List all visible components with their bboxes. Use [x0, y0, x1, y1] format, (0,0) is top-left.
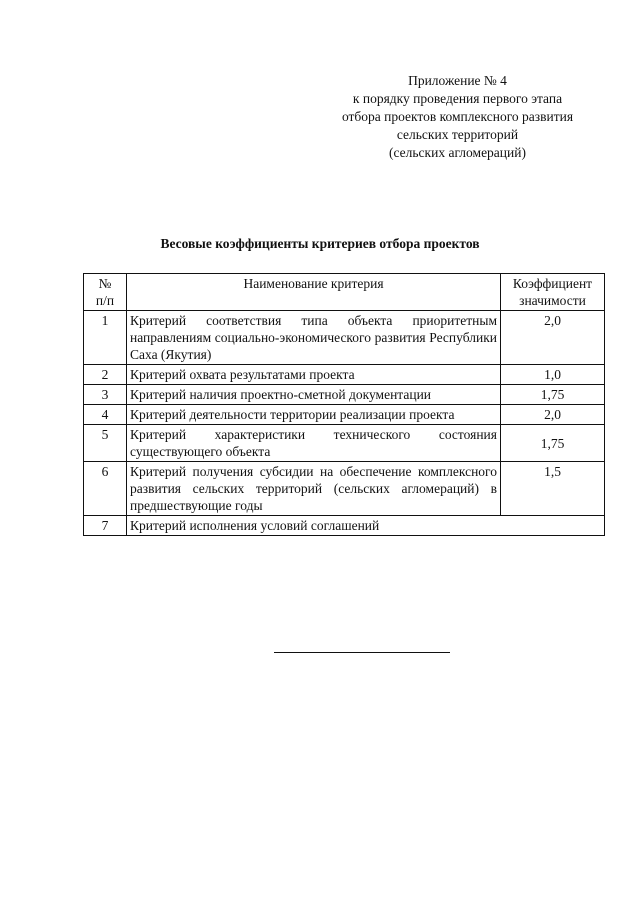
appendix-line: отбора проектов комплексного развития — [341, 109, 574, 124]
row-criterion: Критерий характеристики технического состояния существующего объекта — [127, 425, 501, 462]
row-number: 4 — [84, 405, 127, 425]
header-number-line1: № — [98, 276, 112, 291]
row-coefficient: 1,0 — [501, 365, 605, 385]
document-title: Весовые коэффициенты критериев отбора проектов — [160, 236, 480, 251]
row-coefficient: 1,75 — [501, 425, 605, 462]
row-number: 5 — [84, 425, 127, 462]
row-coefficient: 2,0 — [501, 405, 605, 425]
closing-line — [274, 652, 450, 653]
row-number: 3 — [84, 385, 127, 405]
table-header-row — [84, 274, 605, 311]
row-coefficient: 1,5 — [501, 462, 605, 516]
criteria-table — [83, 273, 605, 536]
table-row — [84, 405, 605, 425]
table-row — [84, 311, 605, 365]
row-number: 1 — [84, 311, 127, 365]
header-coefficient-line2: значимости — [519, 293, 586, 308]
table-row — [84, 425, 605, 462]
table-row — [84, 516, 605, 536]
row-criterion: Критерий наличия проектно-сметной документации — [127, 385, 501, 405]
table-row — [84, 385, 605, 405]
appendix-line: к порядку проведения первого этапа — [352, 91, 563, 106]
appendix-line: сельских территорий — [396, 127, 519, 142]
header-coefficient — [501, 274, 605, 311]
table-row — [84, 462, 605, 516]
table-row — [84, 365, 605, 385]
header-number-line2: п/п — [95, 293, 115, 308]
appendix-line: (сельских агломераций) — [389, 145, 526, 160]
row-number: 2 — [84, 365, 127, 385]
row-criterion: Критерий соответствия типа объекта приоритетным направлениям социально-экономического развития Республики Саха (Якутия) — [127, 311, 501, 365]
row-criterion: Критерий охвата результатами проекта — [127, 365, 501, 385]
header-number — [84, 274, 127, 311]
row-criterion: Критерий исполнения условий соглашений — [127, 516, 605, 536]
row-coefficient: 2,0 — [501, 311, 605, 365]
header-criterion-name: Наименование критерия — [127, 274, 501, 311]
row-criterion: Критерий деятельности территории реализации проекта — [127, 405, 501, 425]
row-number: 7 — [84, 516, 127, 536]
appendix-line: Приложение № 4 — [408, 73, 507, 88]
appendix-header — [300, 72, 615, 162]
row-number: 6 — [84, 462, 127, 516]
header-coefficient-line1: Коэффициент — [512, 276, 593, 291]
row-coefficient: 1,75 — [501, 385, 605, 405]
row-criterion: Критерий получения субсидии на обеспечение комплексного развития сельских территорий (сельских агломераций) в предшествующие годы — [127, 462, 501, 516]
